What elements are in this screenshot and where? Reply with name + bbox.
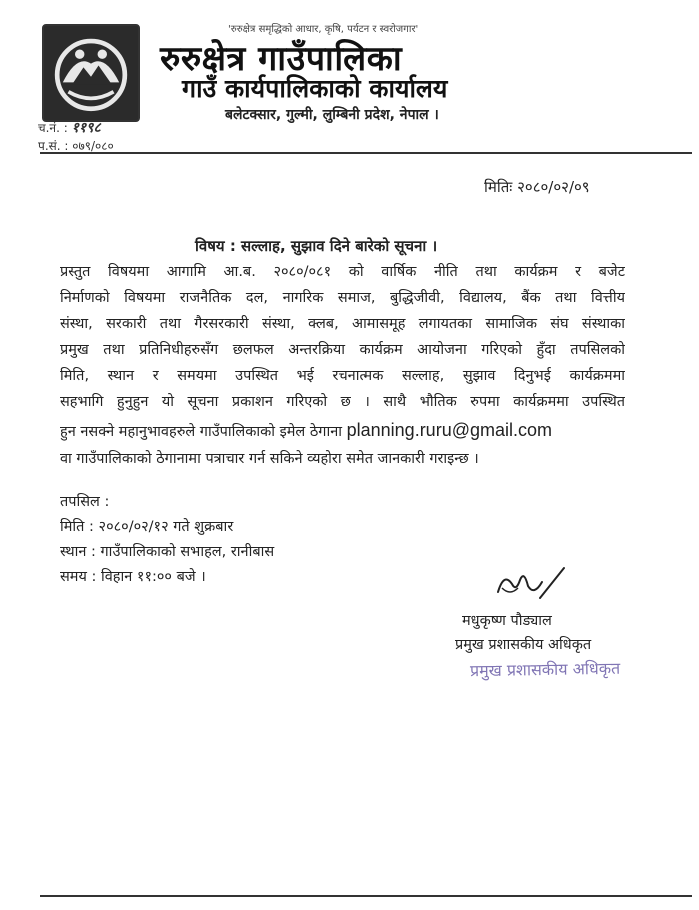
fiscal-value: ०७९/०८० — [72, 139, 114, 153]
header-divider — [40, 152, 692, 154]
details-date: मिति : २०८०/०२/१२ गते शुक्रबार — [60, 519, 234, 535]
body-line-7 — [60, 420, 625, 441]
ref-label: च.नं. : — [38, 121, 68, 135]
signatory-designation: प्रमुख प्रशासकीय अधिकृत — [455, 637, 592, 653]
body-line-3: संस्था, सरकारी तथा गैरसरकारी संस्था, क्लब, आमासमूह लगायतका सामाजिक संघ संस्थाका — [60, 316, 625, 332]
body-line-1: प्रस्तुत विषयमा आगामि आ.ब. २०८०/०८१ को वार्षिक नीति तथा कार्यक्रम र बजेट — [60, 264, 625, 280]
municipality-logo-icon — [42, 24, 140, 122]
subject-line: विषय : सल्लाह, सुझाव दिने बारेको सूचना । — [195, 237, 438, 255]
body-line-8: वा गाउँपालिकाको ठेगानामा पत्राचार गर्न सकिने व्यहोरा समेत जानकारी गराइन्छ । — [60, 451, 479, 467]
signatory-name: मधुकृष्ण पौड्याल — [462, 613, 552, 629]
motto: 'रुरुक्षेत्र समृद्धिको आधार, कृषि, पर्यटन र स्वरोजगार' — [228, 24, 419, 35]
address: बलेटक्सार, गुल्मी, लुम्बिनी प्रदेश, नेपाल । — [225, 107, 439, 123]
details-time: समय : विहान ११:०० बजे । — [60, 569, 206, 585]
details-heading: तपसिल : — [60, 494, 110, 510]
office-name: गाउँ कार्यपालिकाको कार्यालय — [182, 74, 448, 103]
body-line-6: सहभागि हुनुहुन यो सूचना प्रकाशन गरिएको छ । साथै भौतिक रुपमा कार्यक्रममा उपस्थित — [60, 394, 625, 410]
signature — [490, 562, 568, 606]
email-address: planning.ruru@gmail.com — [346, 420, 552, 440]
reference-number — [38, 118, 101, 137]
body-line-7-text: हुन नसक्ने महानुभावहरुले गाउँपालिकाको इमेल ठेगाना — [60, 424, 343, 440]
ref-value: ११९८ — [71, 120, 101, 136]
body-line-2: निर्माणको विषयमा राजनैतिक दल, नागरिक समाज, बुद्धिजीवी, विद्यालय, बैंक तथा वित्तीय — [60, 290, 625, 306]
body-line-4: प्रमुख तथा प्रतिनिधीहरुसँग छलफल अन्तरक्रिया कार्यक्रम आयोजना गरिएको हुँदा तपसिलको — [60, 342, 625, 358]
official-stamp: प्रमुख प्रशासकीय अधिकृत — [469, 658, 621, 681]
footer-divider — [40, 895, 692, 897]
body-line-5: मिति, स्थान र समयमा उपस्थित भई रचनात्मक सल्लाह, सुझाव दिनुभई कार्यक्रममा — [60, 368, 625, 384]
details-venue: स्थान : गाउँपालिकाको सभाहल, रानीबास — [60, 544, 275, 560]
org-name: रुरुक्षेत्र गाउँपालिका — [160, 39, 403, 79]
letter-date: मितिः २०८०/०२/०९ — [484, 178, 590, 196]
fiscal-label: प.सं. : — [38, 139, 69, 153]
